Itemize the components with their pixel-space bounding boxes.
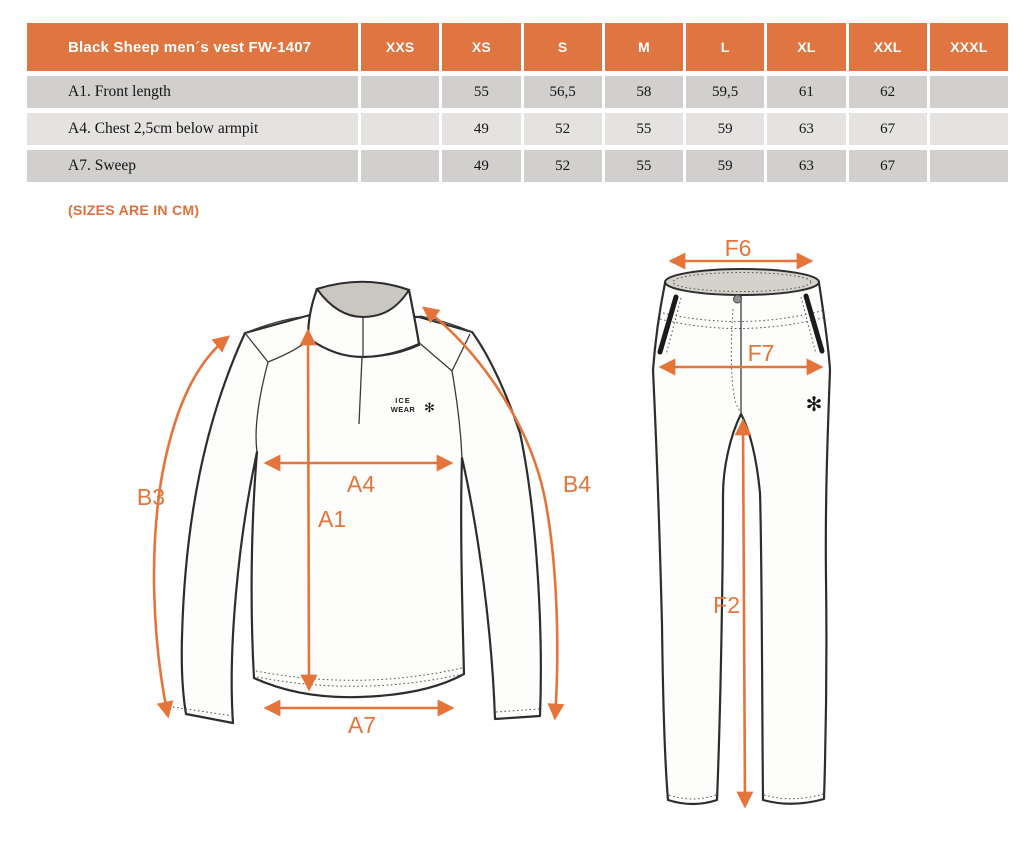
table-cell: 55 <box>605 150 683 182</box>
chest-measure-label: A4 <box>346 471 376 497</box>
column-header-xs: XS <box>442 23 520 71</box>
snowflake-icon: ✻ <box>424 401 435 416</box>
table-cell: 63 <box>767 113 845 145</box>
table-cell: 67 <box>849 113 927 145</box>
table-cell: 58 <box>605 76 683 108</box>
size-chart-table <box>27 23 1008 182</box>
table-cell: 52 <box>524 113 602 145</box>
inseam-measure-arrow <box>743 421 745 806</box>
brand-logo-line2: WEAR <box>390 405 416 414</box>
snowflake-icon: ✻ <box>805 392 823 416</box>
row-label: A4. Chest 2,5cm below armpit <box>27 113 358 145</box>
hip-measure-label: F7 <box>747 340 775 366</box>
table-cell: 55 <box>442 76 520 108</box>
waist-measure-label: F6 <box>724 235 752 261</box>
inseam-measure-label: F2 <box>713 592 740 618</box>
table-cell <box>930 113 1008 145</box>
pants-waistband <box>665 269 819 295</box>
measurement-diagram <box>0 230 1030 847</box>
table-cell: 55 <box>605 113 683 145</box>
table-cell <box>361 76 439 108</box>
front-length-measure-arrow <box>308 331 309 689</box>
table-cell: 63 <box>767 150 845 182</box>
vest-drawing <box>137 282 591 738</box>
pants-drawing <box>653 235 830 806</box>
units-note: (SIZES ARE IN CM) <box>68 202 200 218</box>
left-sleeve-measure-label: B3 <box>136 484 166 510</box>
column-header-xxs: XXS <box>361 23 439 71</box>
table-cell: 49 <box>442 150 520 182</box>
column-header-s: S <box>524 23 602 71</box>
column-header-m: M <box>605 23 683 71</box>
sweep-measure-label: A7 <box>347 712 377 738</box>
table-cell: 49 <box>442 113 520 145</box>
table-cell <box>930 76 1008 108</box>
table-cell <box>930 150 1008 182</box>
table-cell <box>361 150 439 182</box>
column-header-xxxl: XXXL <box>930 23 1008 71</box>
column-header-l: L <box>686 23 764 71</box>
table-cell: 59,5 <box>686 76 764 108</box>
size-chart-title: Black Sheep men´s vest FW-1407 <box>27 23 358 71</box>
column-header-xxl: XXL <box>849 23 927 71</box>
table-cell <box>361 113 439 145</box>
table-cell: 61 <box>767 76 845 108</box>
column-header-xl: XL <box>767 23 845 71</box>
right-sleeve-measure-label: B4 <box>562 471 592 497</box>
table-cell: 67 <box>849 150 927 182</box>
row-label: A7. Sweep <box>27 150 358 182</box>
table-cell: 56,5 <box>524 76 602 108</box>
table-cell: 59 <box>686 150 764 182</box>
table-cell: 62 <box>849 76 927 108</box>
table-cell: 59 <box>686 113 764 145</box>
table-cell: 52 <box>524 150 602 182</box>
brand-logo-line1: ICE <box>395 396 411 405</box>
front-length-measure-label: A1 <box>318 506 347 532</box>
row-label: A1. Front length <box>27 76 358 108</box>
waist-button <box>734 295 742 303</box>
